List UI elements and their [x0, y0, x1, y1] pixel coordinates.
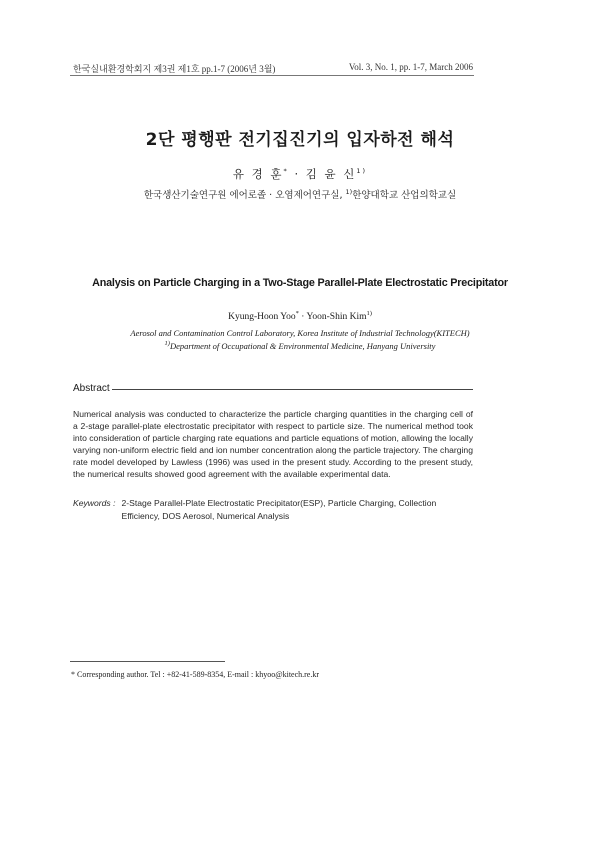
keywords: [73, 497, 475, 523]
english-author-1: Kyung-Hoon Yoo: [228, 312, 296, 322]
author-separator: ·: [298, 312, 307, 322]
abstract-text: Numerical analysis was conducted to characterize the particle charging quantities in the charging cell of a 2-stage parallel-plate electrostatic precipitator with respect to particle size. The numerical method took into consideration of particle charging rate equations and particle equations of motion, allowing the locally varying non-uniform electric field and ion number concentration along the particle trajectory. The charging rate model developed by Lawless (1996) was used in the present study. According to the present study, the numerical results showed good agreement with the available experimental data.: [73, 409, 473, 480]
english-affiliation-2-wrapper: [0, 341, 600, 351]
korean-authors: [0, 166, 600, 182]
journal-header-english: Vol. 3, No. 1, pp. 1-7, March 2006: [348, 62, 473, 72]
corresponding-author-footnote: * Corresponding author. Tel : +82-41-589-8354, E-mail : khyoo@kitech.re.kr: [71, 670, 320, 679]
footnote-divider: [70, 661, 225, 662]
korean-affiliations: [0, 187, 600, 201]
keywords-label: Keywords :: [73, 498, 116, 508]
header-divider: [70, 75, 474, 76]
korean-title: 2단 평행판 전기집진기의 입자하전 해석: [145, 130, 455, 150]
korean-author-1: 유 경 훈: [232, 167, 284, 181]
author-separator: ·: [288, 167, 306, 181]
abstract-rule: [112, 389, 473, 390]
english-authors: [0, 309, 600, 322]
english-affiliation-2: Department of Occupational & Environmental Medicine, Hanyang University: [169, 341, 436, 351]
affiliation-mark: 1): [164, 340, 170, 348]
corresponding-mark: *: [283, 167, 289, 176]
korean-affiliation-2: 한양대학교 산업의학교실: [352, 190, 457, 201]
affiliation-mark: 1): [345, 187, 353, 196]
korean-author-2: 김 윤 신: [305, 167, 357, 181]
english-author-2: Yoon-Shin Kim: [306, 312, 367, 322]
abstract-label: Abstract: [73, 383, 110, 394]
corresponding-mark: *: [295, 309, 299, 317]
english-title: Analysis on Particle Charging in a Two-Stage Parallel-Plate Electrostatic Precipitator: [92, 277, 508, 289]
english-affiliation-1: Aerosol and Contamination Control Laboratory, Korea Institute of Industrial Technology(KITECH): [130, 328, 470, 338]
keywords-text: 2-Stage Parallel-Plate Electrostatic Precipitator(ESP), Particle Charging, Collection Efficiency, DOS Aerosol, Numerical Analysis: [121, 498, 437, 521]
abstract-heading: [73, 383, 473, 394]
affiliation-mark: 1): [366, 309, 372, 317]
journal-header-korean: 한국실내환경학회지 제3권 제1호 pp.1-7 (2006년 3월): [73, 64, 276, 74]
affiliation-mark: 1): [356, 167, 368, 176]
korean-affiliation-1: 한국생산기술연구원 에어로졸 · 오염제어연구실,: [143, 190, 346, 201]
